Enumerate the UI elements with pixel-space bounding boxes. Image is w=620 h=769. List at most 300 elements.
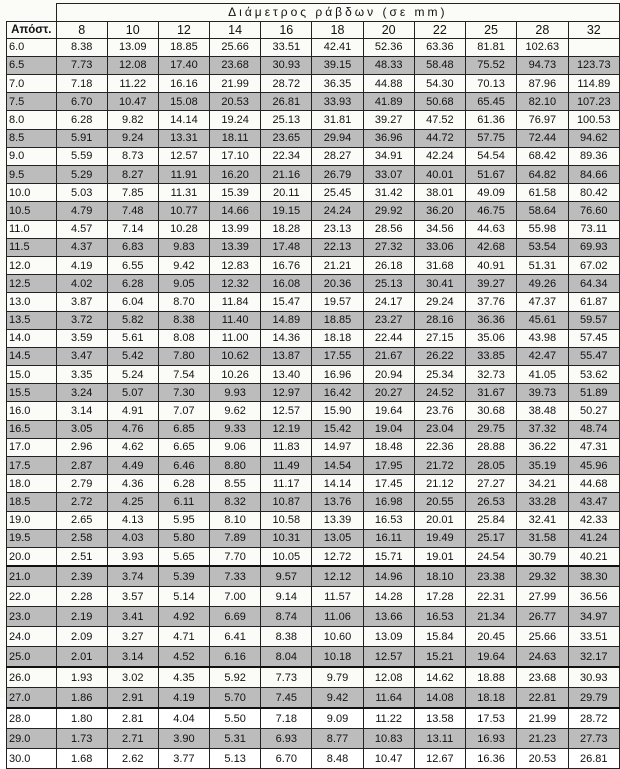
area-value-cell: 5.50 — [210, 708, 261, 729]
area-value-cell: 29.75 — [465, 420, 516, 438]
area-value-cell: 10.05 — [261, 547, 312, 566]
area-value-cell: 8.27 — [107, 166, 158, 184]
corner-cell — [7, 4, 57, 22]
area-value-cell: 13.39 — [210, 238, 261, 256]
table-row — [7, 347, 620, 365]
area-value-cell: 3.05 — [56, 420, 107, 438]
spacing-cell: 19.5 — [7, 529, 57, 547]
area-value-cell: 12.08 — [107, 56, 158, 74]
area-value-cell: 33.06 — [414, 238, 465, 256]
area-value-cell: 6.85 — [158, 420, 209, 438]
area-value-cell: 25.45 — [312, 184, 363, 202]
area-value-cell: 52.36 — [363, 38, 414, 56]
table-row — [7, 56, 620, 74]
area-value-cell: 36.35 — [312, 75, 363, 93]
area-value-cell: 17.53 — [465, 708, 516, 729]
area-value-cell: 89.36 — [568, 147, 619, 165]
area-value-cell: 14.36 — [261, 329, 312, 347]
area-value-cell: 29.92 — [363, 202, 414, 220]
table-row — [7, 111, 620, 129]
area-value-cell: 36.96 — [363, 129, 414, 147]
area-value-cell: 7.54 — [158, 366, 209, 384]
area-value-cell: 3.47 — [56, 347, 107, 365]
area-value-cell: 9.93 — [210, 384, 261, 402]
area-value-cell: 6.70 — [261, 749, 312, 769]
area-value-cell: 26.81 — [261, 93, 312, 111]
area-value-cell: 39.27 — [363, 111, 414, 129]
table-row — [7, 627, 620, 647]
area-value-cell: 3.87 — [56, 293, 107, 311]
area-value-cell: 36.36 — [465, 311, 516, 329]
area-value-cell: 13.11 — [414, 729, 465, 749]
area-value-cell: 5.07 — [107, 384, 158, 402]
spacing-cell: 17.0 — [7, 438, 57, 456]
spacing-cell: 16.5 — [7, 420, 57, 438]
area-value-cell: 13.66 — [363, 607, 414, 627]
area-value-cell: 28.05 — [465, 457, 516, 475]
area-value-cell: 17.10 — [210, 147, 261, 165]
area-value-cell: 55.47 — [568, 347, 619, 365]
area-value-cell: 5.31 — [210, 729, 261, 749]
area-value-cell: 41.05 — [517, 366, 568, 384]
area-value-cell: 11.06 — [312, 607, 363, 627]
area-value-cell: 29.94 — [312, 129, 363, 147]
area-value-cell: 61.36 — [465, 111, 516, 129]
area-value-cell: 8.55 — [210, 475, 261, 493]
area-value-cell: 16.93 — [465, 729, 516, 749]
area-value-cell: 50.68 — [414, 93, 465, 111]
area-value-cell: 15.39 — [210, 184, 261, 202]
area-value-cell: 73.11 — [568, 220, 619, 238]
area-value-cell: 63.36 — [414, 38, 465, 56]
area-value-cell: 76.60 — [568, 202, 619, 220]
area-value-cell: 16.20 — [210, 166, 261, 184]
table-row — [7, 647, 620, 668]
area-value-cell: 13.87 — [261, 347, 312, 365]
area-value-cell: 82.10 — [517, 93, 568, 111]
area-value-cell: 18.85 — [312, 311, 363, 329]
area-value-cell: 41.89 — [363, 93, 414, 111]
area-value-cell: 81.81 — [465, 38, 516, 56]
table-row — [7, 607, 620, 627]
area-value-cell: 10.62 — [210, 347, 261, 365]
area-value-cell: 31.58 — [517, 529, 568, 547]
area-value-cell: 80.42 — [568, 184, 619, 202]
area-value-cell: 32.17 — [568, 647, 619, 668]
area-value-cell: 21.99 — [210, 75, 261, 93]
area-value-cell: 11.40 — [210, 311, 261, 329]
area-value-cell: 3.35 — [56, 366, 107, 384]
area-value-cell: 12.57 — [261, 402, 312, 420]
area-value-cell: 18.48 — [363, 438, 414, 456]
area-value-cell: 8.08 — [158, 329, 209, 347]
area-value-cell: 14.62 — [414, 667, 465, 688]
area-value-cell: 10.60 — [312, 627, 363, 647]
spacing-cell: 15.0 — [7, 366, 57, 384]
area-value-cell: 32.41 — [517, 511, 568, 529]
area-value-cell: 35.06 — [465, 329, 516, 347]
area-value-cell: 7.30 — [158, 384, 209, 402]
area-value-cell: 41.24 — [568, 529, 619, 547]
area-value-cell: 4.76 — [107, 420, 158, 438]
area-value-cell: 68.42 — [517, 147, 568, 165]
area-value-cell: 47.37 — [517, 293, 568, 311]
area-value-cell: 64.82 — [517, 166, 568, 184]
area-value-cell: 2.28 — [56, 587, 107, 607]
area-value-cell: 9.62 — [210, 402, 261, 420]
table-row — [7, 384, 620, 402]
area-value-cell: 11.00 — [210, 329, 261, 347]
area-value-cell: 11.22 — [107, 75, 158, 93]
table-row — [7, 184, 620, 202]
diameter-header-cell: 20 — [363, 21, 414, 38]
area-value-cell: 16.53 — [363, 511, 414, 529]
area-value-cell: 20.27 — [363, 384, 414, 402]
area-value-cell: 5.70 — [210, 688, 261, 709]
table-row — [7, 438, 620, 456]
area-value-cell: 4.03 — [107, 529, 158, 547]
area-value-cell: 8.77 — [312, 729, 363, 749]
spacing-cell: 6.0 — [7, 38, 57, 56]
spacing-cell: 11.0 — [7, 220, 57, 238]
area-value-cell: 23.68 — [517, 667, 568, 688]
area-value-cell: 2.96 — [56, 438, 107, 456]
area-value-cell: 40.01 — [414, 166, 465, 184]
area-value-cell: 5.29 — [56, 166, 107, 184]
area-value-cell: 21.12 — [414, 475, 465, 493]
area-value-cell: 36.56 — [568, 587, 619, 607]
area-value-cell: 36.22 — [517, 438, 568, 456]
area-value-cell: 12.57 — [158, 147, 209, 165]
area-value-cell: 53.54 — [517, 238, 568, 256]
area-value-cell: 25.34 — [414, 366, 465, 384]
area-value-cell: 31.81 — [312, 111, 363, 129]
area-value-cell: 28.27 — [312, 147, 363, 165]
area-value-cell: 46.75 — [465, 202, 516, 220]
diameter-header-row — [7, 21, 620, 38]
area-value-cell: 6.93 — [261, 729, 312, 749]
area-value-cell: 42.41 — [312, 38, 363, 56]
area-value-cell: 2.81 — [107, 708, 158, 729]
area-value-cell: 37.76 — [465, 293, 516, 311]
area-value-cell: 38.30 — [568, 566, 619, 587]
area-value-cell: 13.58 — [414, 708, 465, 729]
spacing-cell: 22.0 — [7, 587, 57, 607]
table-row — [7, 220, 620, 238]
area-value-cell: 72.44 — [517, 129, 568, 147]
area-value-cell: 6.28 — [56, 111, 107, 129]
area-value-cell: 25.66 — [210, 38, 261, 56]
area-value-cell: 24.52 — [414, 384, 465, 402]
area-value-cell: 14.54 — [312, 457, 363, 475]
area-value-cell: 3.74 — [107, 566, 158, 587]
area-value-cell: 6.28 — [158, 475, 209, 493]
area-value-cell: 11.31 — [158, 184, 209, 202]
area-value-cell: 7.73 — [261, 667, 312, 688]
area-value-cell: 1.86 — [56, 688, 107, 709]
area-value-cell: 2.91 — [107, 688, 158, 709]
area-value-cell: 5.92 — [210, 667, 261, 688]
area-value-cell: 33.51 — [568, 627, 619, 647]
diameter-header-cell: 28 — [517, 21, 568, 38]
area-value-cell: 11.83 — [261, 438, 312, 456]
spacing-cell: 21.0 — [7, 566, 57, 587]
area-value-cell: 18.10 — [414, 566, 465, 587]
area-value-cell: 7.85 — [107, 184, 158, 202]
spacing-cell: 10.0 — [7, 184, 57, 202]
spacing-cell: 23.0 — [7, 607, 57, 627]
area-value-cell: 20.01 — [414, 511, 465, 529]
area-value-cell: 10.47 — [107, 93, 158, 111]
spacing-cell: 30.0 — [7, 749, 57, 769]
area-value-cell: 16.76 — [261, 256, 312, 274]
diameter-header-cell: 25 — [465, 21, 516, 38]
area-value-cell: 12.97 — [261, 384, 312, 402]
area-value-cell: 18.11 — [210, 129, 261, 147]
spacing-cell: 8.5 — [7, 129, 57, 147]
area-value-cell: 42.47 — [517, 347, 568, 365]
area-value-cell: 14.28 — [363, 587, 414, 607]
area-value-cell: 9.09 — [312, 708, 363, 729]
table-row — [7, 420, 620, 438]
spacing-cell: 14.5 — [7, 347, 57, 365]
area-value-cell: 6.69 — [210, 607, 261, 627]
area-value-cell: 20.45 — [465, 627, 516, 647]
area-value-cell: 15.71 — [363, 547, 414, 566]
area-value-cell: 12.83 — [210, 256, 261, 274]
area-value-cell: 13.76 — [312, 493, 363, 511]
table-row — [7, 402, 620, 420]
area-value-cell: 8.38 — [158, 311, 209, 329]
area-value-cell: 4.04 — [158, 708, 209, 729]
area-value-cell: 64.34 — [568, 275, 619, 293]
table-row — [7, 457, 620, 475]
area-value-cell: 7.18 — [261, 708, 312, 729]
area-value-cell: 6.28 — [107, 275, 158, 293]
area-value-cell: 3.77 — [158, 749, 209, 769]
diameter-header-cell: 8 — [56, 21, 107, 38]
area-value-cell: 26.18 — [363, 256, 414, 274]
area-value-cell: 4.13 — [107, 511, 158, 529]
area-value-cell: 36.20 — [414, 202, 465, 220]
area-value-cell: 5.91 — [56, 129, 107, 147]
area-value-cell: 2.39 — [56, 566, 107, 587]
area-value-cell: 3.72 — [56, 311, 107, 329]
area-value-cell: 4.25 — [107, 493, 158, 511]
area-value-cell: 4.91 — [107, 402, 158, 420]
diameter-header-cell: 16 — [261, 21, 312, 38]
area-value-cell: 8.80 — [210, 457, 261, 475]
area-value-cell: 1.73 — [56, 729, 107, 749]
area-value-cell: 2.51 — [56, 547, 107, 566]
table-row — [7, 329, 620, 347]
spacing-cell: 11.5 — [7, 238, 57, 256]
area-value-cell: 7.70 — [210, 547, 261, 566]
area-value-cell: 21.99 — [517, 708, 568, 729]
area-value-cell: 24.24 — [312, 202, 363, 220]
area-value-cell: 5.65 — [158, 547, 209, 566]
area-value-cell: 23.76 — [414, 402, 465, 420]
spacing-cell: 14.0 — [7, 329, 57, 347]
area-value-cell: 43.47 — [568, 493, 619, 511]
area-value-cell: 11.49 — [261, 457, 312, 475]
area-value-cell: 3.24 — [56, 384, 107, 402]
area-value-cell: 15.47 — [261, 293, 312, 311]
area-value-cell: 20.94 — [363, 366, 414, 384]
area-value-cell: 53.62 — [568, 366, 619, 384]
area-value-cell: 17.55 — [312, 347, 363, 365]
area-value-cell: 5.24 — [107, 366, 158, 384]
spacing-cell: 25.0 — [7, 647, 57, 668]
area-value-cell: 7.48 — [107, 202, 158, 220]
area-value-cell: 6.41 — [210, 627, 261, 647]
spacing-cell: 29.0 — [7, 729, 57, 749]
area-value-cell: 8.32 — [210, 493, 261, 511]
spacing-cell: 27.0 — [7, 688, 57, 709]
spacing-cell: 20.0 — [7, 547, 57, 566]
table-row — [7, 475, 620, 493]
area-value-cell: 22.31 — [465, 587, 516, 607]
area-value-cell: 15.08 — [158, 93, 209, 111]
area-value-cell: 16.11 — [363, 529, 414, 547]
area-value-cell: 23.04 — [414, 420, 465, 438]
area-value-cell: 39.27 — [465, 275, 516, 293]
area-value-cell: 17.95 — [363, 457, 414, 475]
area-value-cell: 19.24 — [210, 111, 261, 129]
area-value-cell: 42.33 — [568, 511, 619, 529]
area-value-cell: 27.73 — [568, 729, 619, 749]
area-value-cell: 25.66 — [517, 627, 568, 647]
area-value-cell: 76.97 — [517, 111, 568, 129]
area-value-cell: 11.64 — [363, 688, 414, 709]
area-value-cell: 25.17 — [465, 529, 516, 547]
area-value-cell: 40.91 — [465, 256, 516, 274]
table-row — [7, 202, 620, 220]
area-value-cell: 12.19 — [261, 420, 312, 438]
table-header — [7, 4, 620, 39]
area-value-cell: 3.14 — [107, 647, 158, 668]
area-value-cell: 4.79 — [56, 202, 107, 220]
table-row — [7, 238, 620, 256]
area-value-cell: 19.49 — [414, 529, 465, 547]
area-value-cell — [568, 38, 619, 56]
area-value-cell: 7.00 — [210, 587, 261, 607]
area-value-cell: 2.65 — [56, 511, 107, 529]
area-value-cell: 20.11 — [261, 184, 312, 202]
area-value-cell: 44.68 — [568, 475, 619, 493]
area-value-cell: 21.23 — [517, 729, 568, 749]
spacing-cell: 16.0 — [7, 402, 57, 420]
area-value-cell: 17.40 — [158, 56, 209, 74]
area-value-cell: 22.36 — [414, 438, 465, 456]
area-value-cell: 42.68 — [465, 238, 516, 256]
area-value-cell: 9.24 — [107, 129, 158, 147]
spacing-cell: 26.0 — [7, 667, 57, 688]
area-value-cell: 10.47 — [363, 749, 414, 769]
spacing-cell: 18.0 — [7, 475, 57, 493]
table-row — [7, 566, 620, 587]
area-value-cell: 107.23 — [568, 93, 619, 111]
area-value-cell: 4.62 — [107, 438, 158, 456]
area-value-cell: 11.17 — [261, 475, 312, 493]
area-value-cell: 54.54 — [465, 147, 516, 165]
area-value-cell: 5.03 — [56, 184, 107, 202]
area-value-cell: 19.64 — [363, 402, 414, 420]
spacing-cell: 19.0 — [7, 511, 57, 529]
table-row — [7, 667, 620, 688]
table-row — [7, 529, 620, 547]
area-value-cell: 19.57 — [312, 293, 363, 311]
area-value-cell: 34.56 — [414, 220, 465, 238]
area-value-cell: 57.75 — [465, 129, 516, 147]
table-row — [7, 166, 620, 184]
area-value-cell: 14.96 — [363, 566, 414, 587]
area-value-cell: 15.42 — [312, 420, 363, 438]
area-value-cell: 94.73 — [517, 56, 568, 74]
area-value-cell: 4.57 — [56, 220, 107, 238]
spacing-cell: 6.5 — [7, 56, 57, 74]
area-value-cell: 21.72 — [414, 457, 465, 475]
table-row — [7, 547, 620, 566]
area-value-cell: 47.31 — [568, 438, 619, 456]
area-value-cell: 31.68 — [414, 256, 465, 274]
area-value-cell: 23.65 — [261, 129, 312, 147]
table-row — [7, 75, 620, 93]
table-row — [7, 147, 620, 165]
area-value-cell: 20.36 — [312, 275, 363, 293]
area-value-cell: 18.88 — [465, 667, 516, 688]
area-value-cell: 2.71 — [107, 729, 158, 749]
area-value-cell: 34.21 — [517, 475, 568, 493]
area-value-cell: 3.14 — [56, 402, 107, 420]
area-value-cell: 30.93 — [568, 667, 619, 688]
area-value-cell: 6.83 — [107, 238, 158, 256]
area-value-cell: 14.89 — [261, 311, 312, 329]
area-value-cell: 2.19 — [56, 607, 107, 627]
area-value-cell: 87.96 — [517, 75, 568, 93]
area-value-cell: 4.92 — [158, 607, 209, 627]
area-value-cell: 84.66 — [568, 166, 619, 184]
area-value-cell: 7.73 — [56, 56, 107, 74]
area-value-cell: 42.24 — [414, 147, 465, 165]
table-row — [7, 366, 620, 384]
area-value-cell: 16.08 — [261, 275, 312, 293]
area-value-cell: 61.87 — [568, 293, 619, 311]
spacing-cell: 12.5 — [7, 275, 57, 293]
area-value-cell: 25.13 — [363, 275, 414, 293]
area-value-cell: 13.05 — [312, 529, 363, 547]
area-value-cell: 114.89 — [568, 75, 619, 93]
area-value-cell: 18.18 — [465, 688, 516, 709]
area-value-cell: 49.26 — [517, 275, 568, 293]
spacing-cell: 10.5 — [7, 202, 57, 220]
area-value-cell: 13.09 — [363, 627, 414, 647]
area-value-cell: 35.19 — [517, 457, 568, 475]
area-value-cell: 9.42 — [312, 688, 363, 709]
area-value-cell: 10.28 — [158, 220, 209, 238]
area-value-cell: 9.57 — [261, 566, 312, 587]
area-value-cell: 30.41 — [414, 275, 465, 293]
area-value-cell: 24.17 — [363, 293, 414, 311]
area-value-cell: 8.73 — [107, 147, 158, 165]
area-value-cell: 26.79 — [312, 166, 363, 184]
area-value-cell: 45.96 — [568, 457, 619, 475]
area-value-cell: 23.27 — [363, 311, 414, 329]
area-value-cell: 29.24 — [414, 293, 465, 311]
area-value-cell: 2.58 — [56, 529, 107, 547]
area-value-cell: 50.27 — [568, 402, 619, 420]
spacing-cell: 28.0 — [7, 708, 57, 729]
